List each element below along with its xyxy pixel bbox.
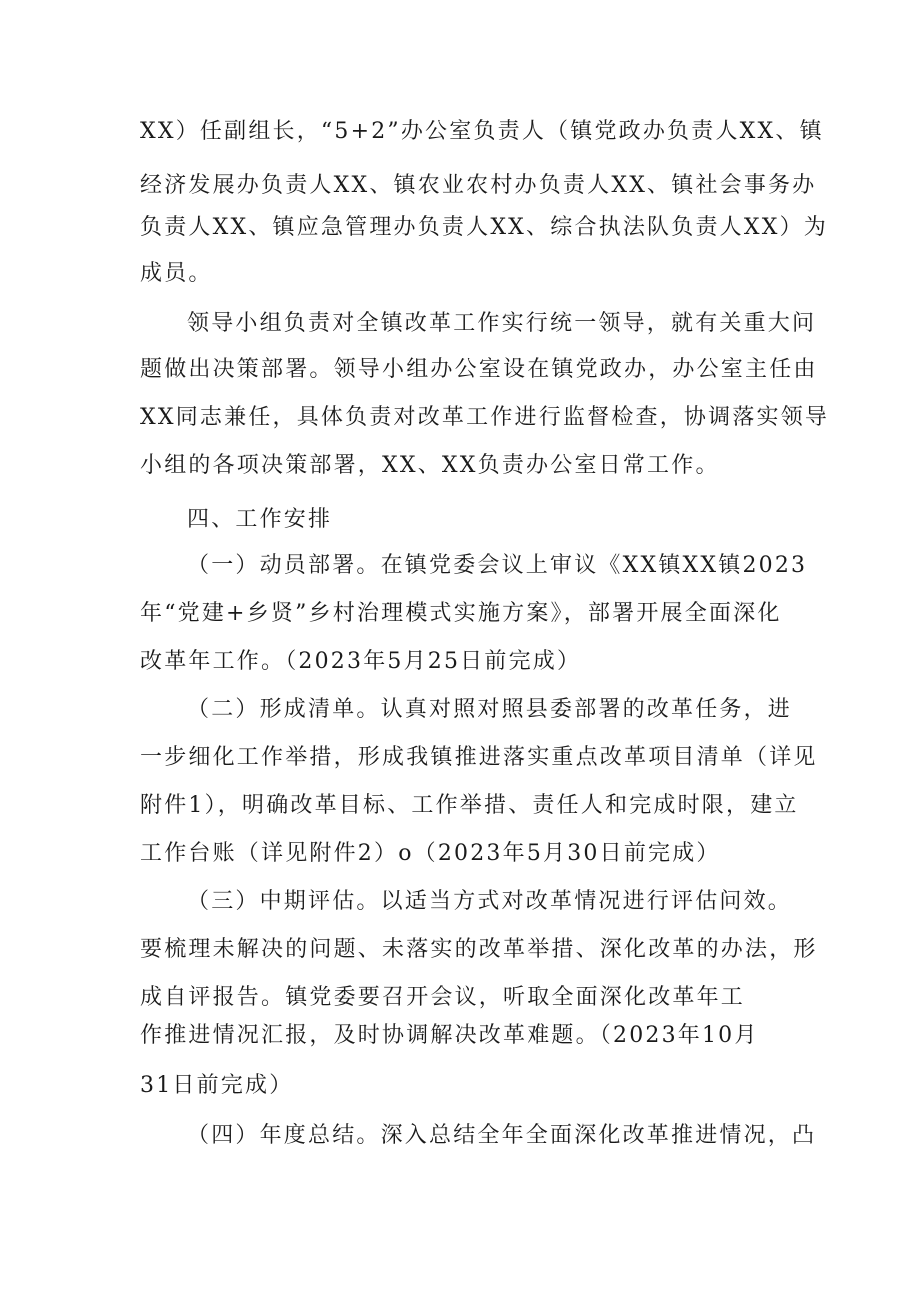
body-text-line: （四）年度总结。深入总结全年全面深化改革推进情况，凸 xyxy=(187,1123,817,1148)
body-text-line: （一）动员部署。在镇党委会议上审议《XX镇XX镇2023 xyxy=(187,553,808,578)
body-text-line: 领导小组负责对全镇改革工作实行统一领导，就有关重大问 xyxy=(187,311,817,336)
body-text-line: 作推进情况汇报，及时协调解决改革难题。（2023年10月 xyxy=(140,1023,759,1048)
body-text-line: 要梳理未解决的问题、未落实的改革举措、深化改革的办法，形 xyxy=(140,937,818,962)
body-text-line: 成员。 xyxy=(140,261,213,286)
body-text-line: XX）任副组长，“5+2”办公室负责人（镇党政办负责人XX、镇 xyxy=(140,119,824,144)
body-text-line: 年“党建+乡贤”乡村治理模式实施方案》，部署开展全面深化 xyxy=(140,601,782,626)
body-text-line: XX同志兼任，具体负责对改革工作进行监督检查，协调落实领导 xyxy=(140,405,830,430)
body-text-line: 31日前完成） xyxy=(140,1073,294,1098)
body-text-line: 小组的各项决策部署，XX、XX负责办公室日常工作。 xyxy=(140,453,720,478)
section-heading: 四、工作安排 xyxy=(187,507,333,532)
body-text-line: 附件1），明确改革目标、工作举措、责任人和完成时限，建立 xyxy=(140,793,799,818)
body-text-line: 一步细化工作举措，形成我镇推进落实重点改革项目清单（详见 xyxy=(140,745,818,770)
body-text-line: 题做出决策部署。领导小组办公室设在镇党政办，办公室主任由 xyxy=(140,357,818,382)
body-text-line: （三）中期评估。以适当方式对改革情况进行评估问效。 xyxy=(187,889,793,914)
body-text-line: （二）形成清单。认真对照对照县委部署的改革任务，进 xyxy=(187,697,793,722)
body-text-line: 成自评报告。镇党委要召开会议，听取全面深化改革年工 xyxy=(140,985,746,1010)
body-text-line: 经济发展办负责人XX、镇农业农村办负责人XX、镇社会事务办 xyxy=(140,173,817,198)
body-text-line: 工作台账（详见附件2）o（2023年5月30日前完成） xyxy=(140,841,721,866)
body-text-line: 改革年工作。（2023年5月25日前完成） xyxy=(140,649,582,674)
body-text-line: 负责人XX、镇应急管理办负责人XX、综合执法队负责人XX）为 xyxy=(140,215,828,240)
